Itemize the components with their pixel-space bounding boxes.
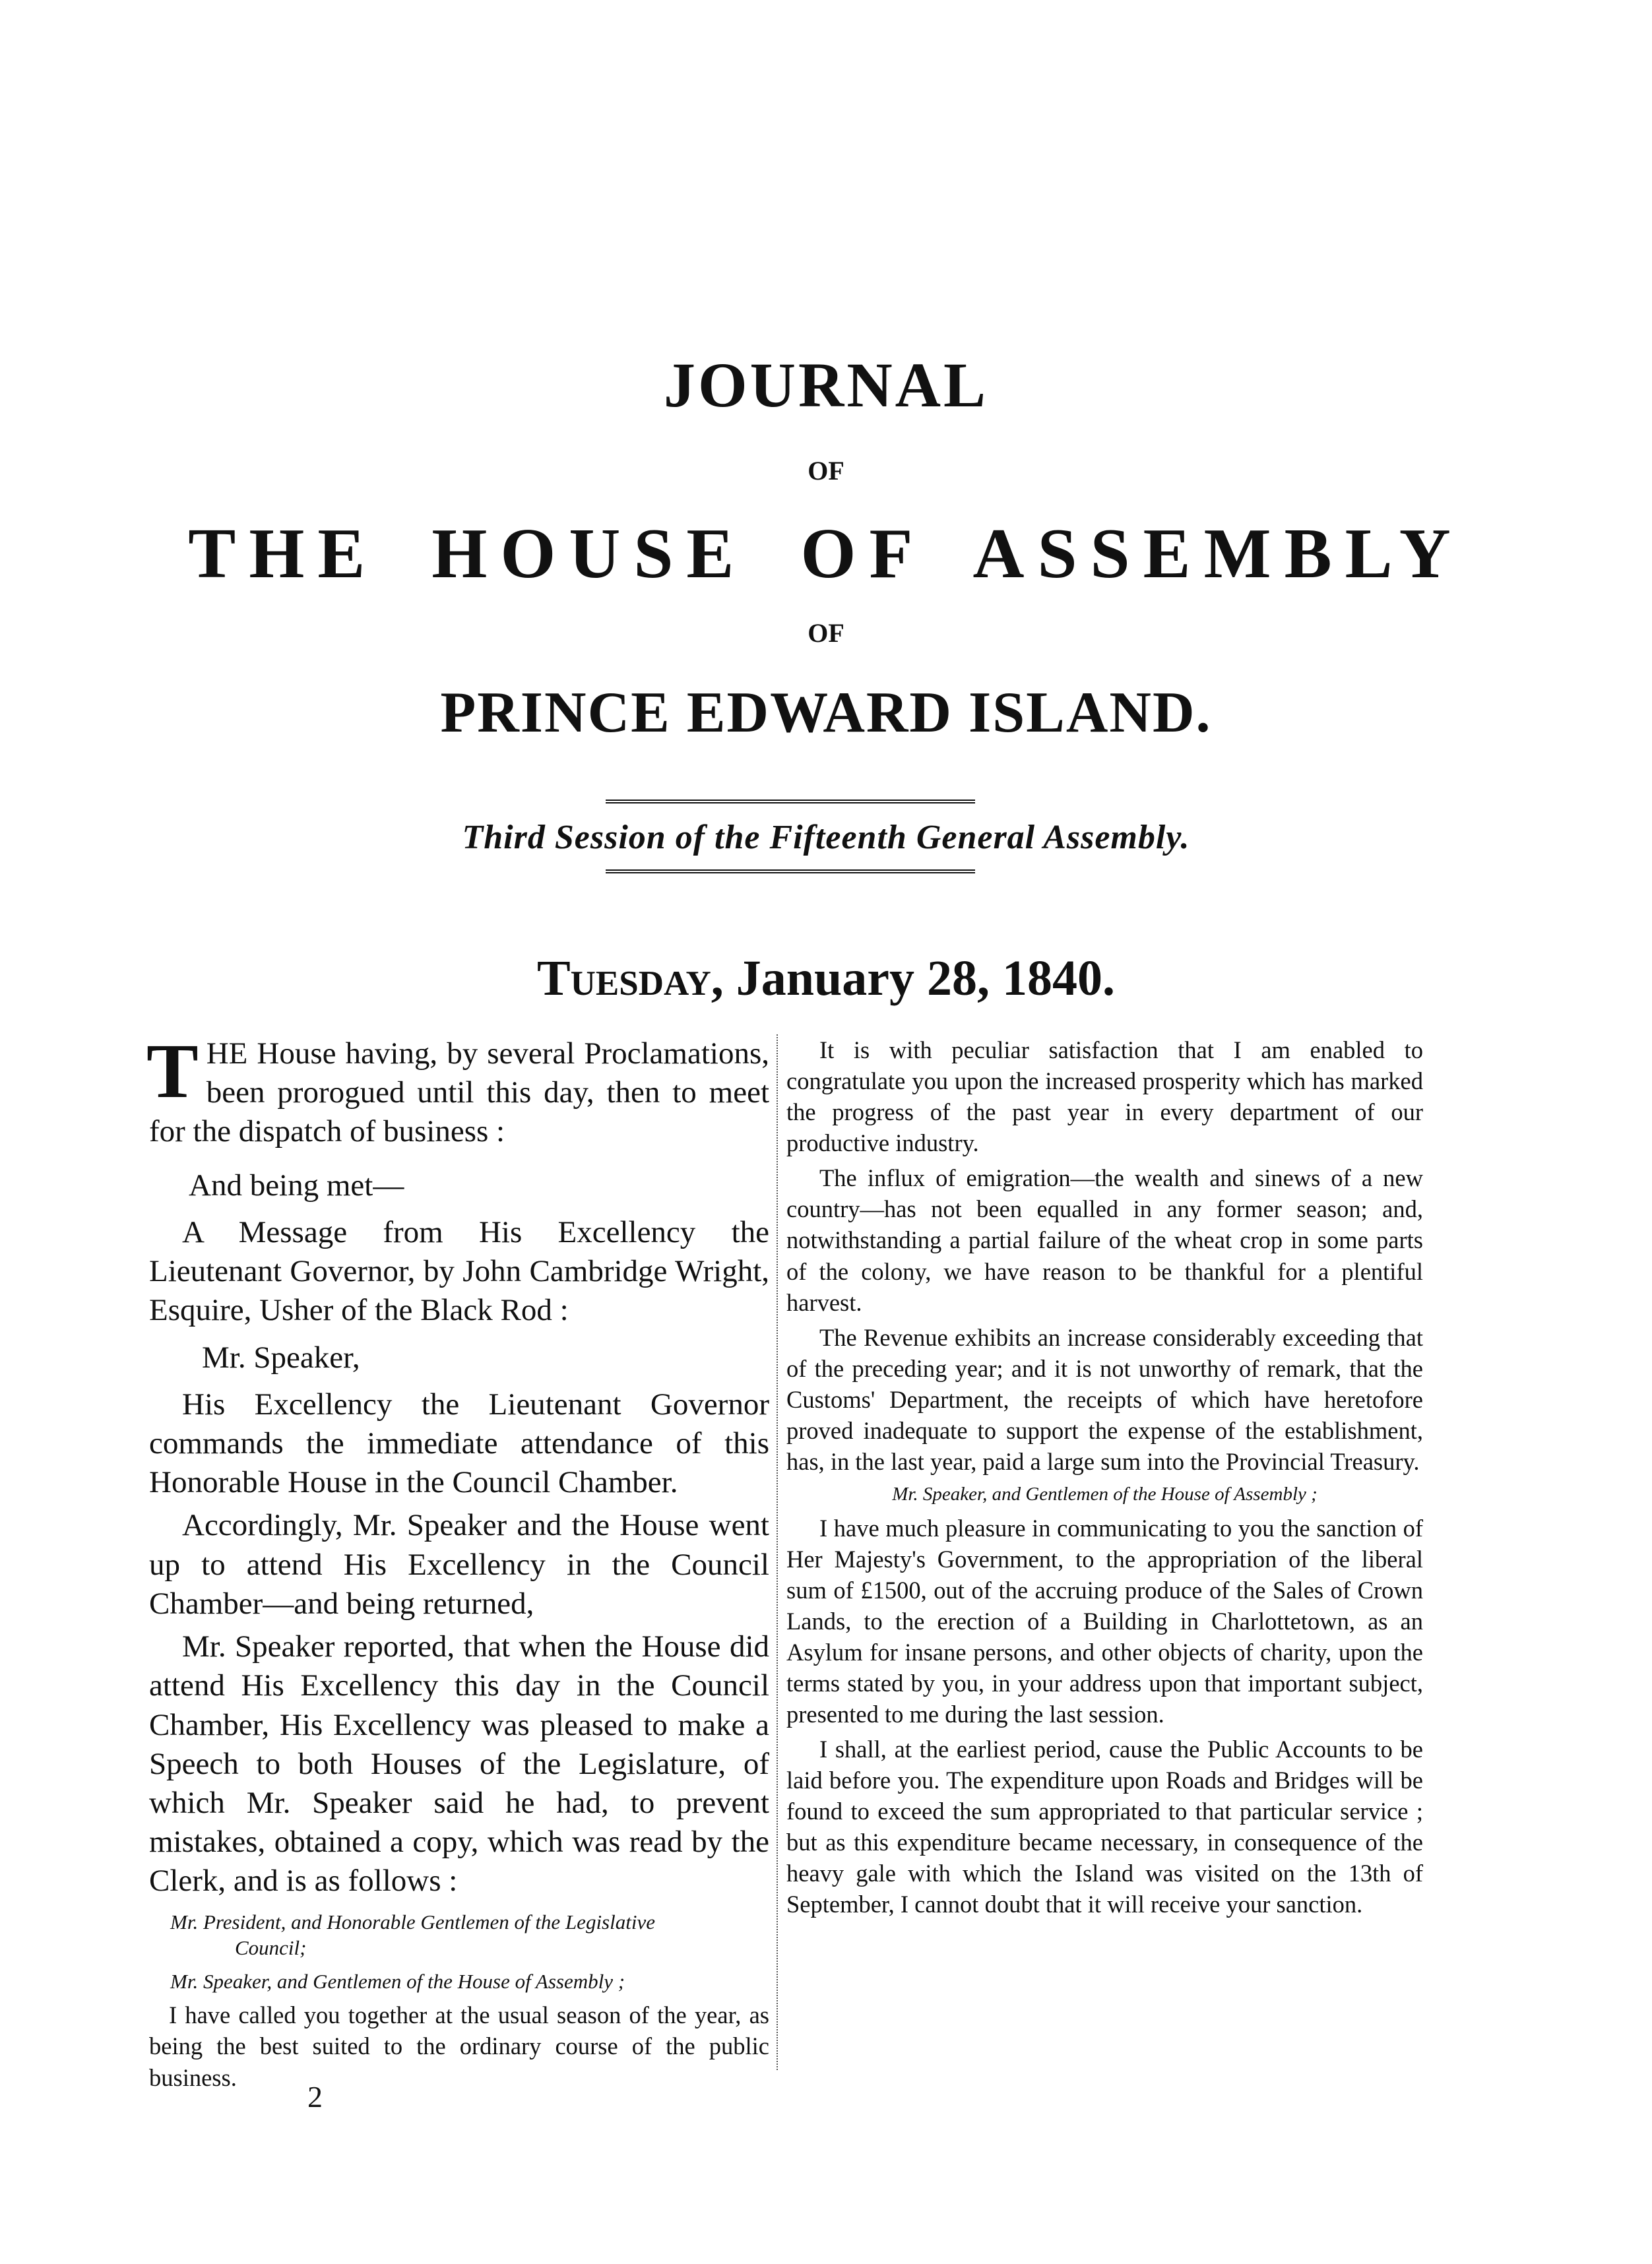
paragraph-revenue: The Revenue exhibits an increase considerably exceeding that of the preceding year; and it is not unworthy of remark, that the Customs' Department, the receipts of which have heretofore proved inadequate to support the expense of the establishment, has, in the last year, paid a large sum into the Provincial Treasury. (786, 1323, 1423, 1476)
paragraph-satisfaction: It is with peculiar satisfaction that I am enabled to congratulate you upon the increased prosperity which has marked the progress of the past year in every department of our productive industry. (786, 1036, 1423, 1157)
paragraph-being-met: And being met— (189, 1168, 404, 1203)
address-president-line2: Council; (235, 1935, 307, 1959)
opening-paragraph (146, 1028, 769, 1152)
address-speaker: Mr. Speaker, and Gentlemen of the House of Assembly ; (170, 1969, 625, 1993)
ornamental-rule-top (606, 800, 975, 803)
right-column (786, 1034, 1423, 1924)
paragraph-commands: His Excellency the Lieutenant Governor commands the immediate attendance of this Honorable House in the Council Chamber. (149, 1387, 769, 1500)
paragraph-message: A Message from His Excellency the Lieutenant Governor, by John Cambridge Wright, Esquire, Usher of the Black Rod : (149, 1214, 769, 1328)
page-number: 2 (307, 2080, 323, 2114)
address-president (149, 1909, 769, 1961)
column-divider (777, 1034, 778, 2070)
paragraph-called-together: I have called you together at the usual season of the year, as being the best suited to the ordinary course of the public business. (149, 2001, 769, 2091)
paragraph-reported: Mr. Speaker reported, that when the House did attend His Excellency this day in the Council Chamber, His Excellency was pleased to make a Speech to both Houses of the Legislature, of which Mr. Speaker said he had, to prevent mistakes, obtained a copy, which was read by the Clerk, and is as follows : (149, 1629, 769, 1899)
title-house-of-assembly: THE HOUSE OF ASSEMBLY (188, 515, 1464, 593)
paragraph-public-accounts: I shall, at the earliest period, cause the Public Accounts to be laid before you. The expenditure upon Roads and Bridges will be found to exceed the sum appropriated to that particular service ; but as this expenditure became necessary, in consequence of the heavy gale with which the Island was visited on the 13th of September, I cannot doubt that it will receive your sanction. (786, 1736, 1423, 1918)
title-of-2: OF (808, 618, 844, 648)
title-prince-edward-island: PRINCE EDWARD ISLAND. (440, 681, 1212, 745)
opening-paragraph-text: HE House having, by several Proclamations, been prorogued until this day, then to meet for the dispatch of business : (149, 1036, 769, 1149)
address-president-line1: Mr. President, and Honorable Gentlemen of the Legislative (170, 1910, 655, 1934)
address-speaker-right: Mr. Speaker, and Gentlemen of the House of Assembly ; (892, 1484, 1318, 1505)
paragraph-mr-speaker: Mr. Speaker, (202, 1340, 360, 1375)
left-column (146, 1028, 769, 2097)
paragraph-emigration: The influx of emigration—the wealth and sinews of a new country—has not been equalled in any former season; and, notwithstanding a partial failure of the wheat crop in some parts of the colony, we have reason to be thankful for a plentiful harvest. (786, 1164, 1423, 1316)
title-journal: JOURNAL (663, 350, 988, 420)
drop-cap: T (146, 1028, 199, 1114)
date-rest: January 28, 1840. (736, 951, 1116, 1006)
paragraph-accordingly: Accordingly, Mr. Speaker and the House went up to attend His Excellency in the Council Chamber—and being returned, (149, 1508, 769, 1621)
title-of-1: OF (808, 456, 844, 486)
session-subtitle: Third Session of the Fifteenth General Assembly. (462, 819, 1190, 856)
ornamental-rule-bottom (606, 869, 975, 873)
date-weekday: Tuesday, (536, 951, 724, 1006)
session-date (0, 950, 1652, 1007)
paragraph-asylum: I have much pleasure in communicating to you the sanction of Her Majesty's Government, to the appropriation of the liberal sum of £1500, out of the accruing produce of the Sales of Crown Lands, to the erection of a Building in Charlottetown, as an Asylum for insane persons, and other objects of charity, upon the terms stated by you, in your address upon that important subject, presented to me during the last session. (786, 1514, 1423, 1728)
